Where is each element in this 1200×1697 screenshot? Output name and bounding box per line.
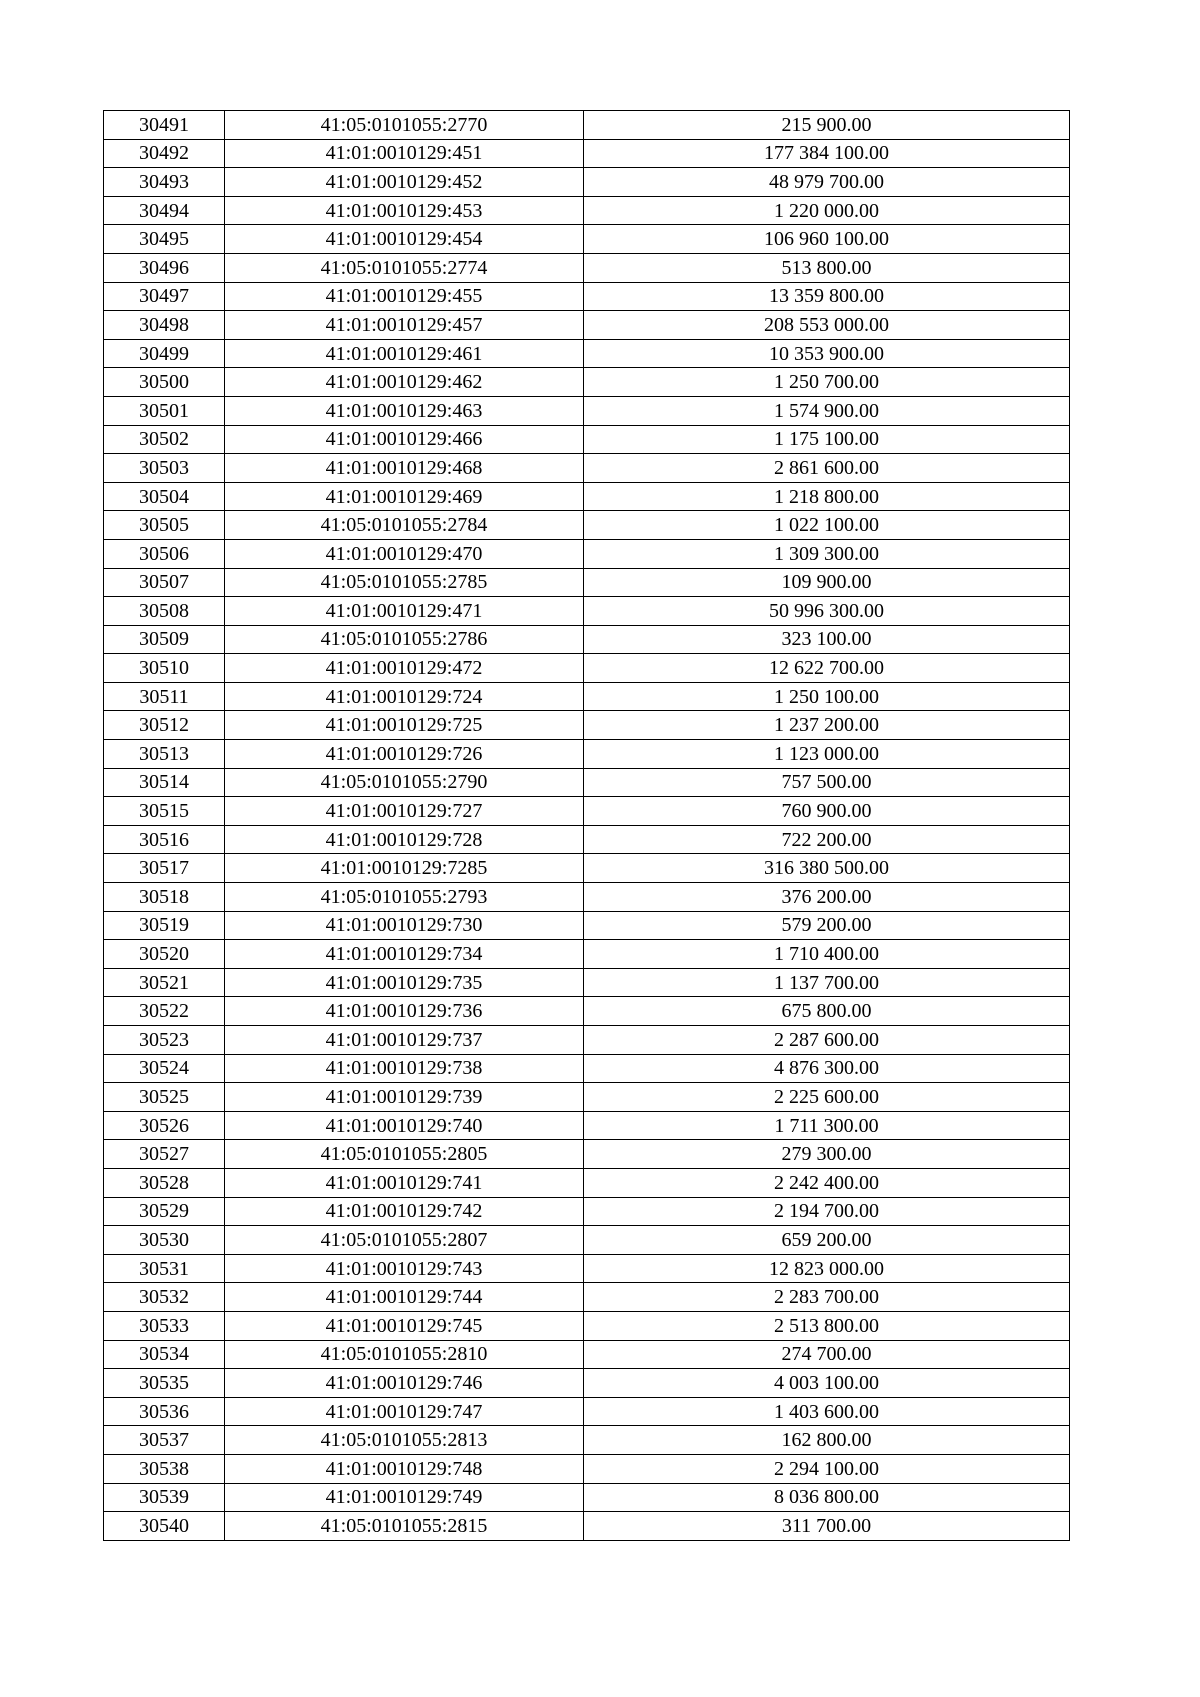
cadastral-number-cell: 41:01:0010129:740 [225,1111,584,1140]
table-row [104,654,1070,683]
row-number-cell: 30526 [104,1111,225,1140]
cadastral-value-cell: 1 218 800.00 [584,482,1070,511]
cadastral-value-cell: 12 622 700.00 [584,654,1070,683]
cadastral-number-cell: 41:01:0010129:470 [225,539,584,568]
table-body [104,111,1070,1541]
cadastral-value-cell: 2 861 600.00 [584,454,1070,483]
cadastral-value-cell: 323 100.00 [584,625,1070,654]
table-row [104,339,1070,368]
cadastral-number-cell: 41:01:0010129:730 [225,911,584,940]
cadastral-number-cell: 41:05:0101055:2807 [225,1226,584,1255]
cadastral-number-cell: 41:01:0010129:725 [225,711,584,740]
row-number-cell: 30540 [104,1512,225,1541]
cadastral-number-cell: 41:01:0010129:453 [225,196,584,225]
row-number-cell: 30520 [104,940,225,969]
table-row [104,311,1070,340]
table-row [104,168,1070,197]
table-row [104,1111,1070,1140]
cadastral-number-cell: 41:05:0101055:2793 [225,883,584,912]
table-row [104,597,1070,626]
cadastral-value-cell: 48 979 700.00 [584,168,1070,197]
row-number-cell: 30503 [104,454,225,483]
cadastral-number-cell: 41:01:0010129:727 [225,797,584,826]
cadastral-value-cell: 1 123 000.00 [584,740,1070,769]
cadastral-number-cell: 41:01:0010129:741 [225,1168,584,1197]
cadastral-value-cell: 1 710 400.00 [584,940,1070,969]
cadastral-value-cell: 106 960 100.00 [584,225,1070,254]
table-row [104,282,1070,311]
cadastral-number-cell: 41:01:0010129:749 [225,1483,584,1512]
cadastral-number-cell: 41:01:0010129:7285 [225,854,584,883]
row-number-cell: 30496 [104,253,225,282]
cadastral-number-cell: 41:01:0010129:748 [225,1454,584,1483]
table-row [104,1483,1070,1512]
table-row [104,1026,1070,1055]
table-row [104,539,1070,568]
cadastral-number-cell: 41:01:0010129:724 [225,682,584,711]
cadastral-value-cell: 274 700.00 [584,1340,1070,1369]
row-number-cell: 30529 [104,1197,225,1226]
row-number-cell: 30504 [104,482,225,511]
cadastral-value-cell: 675 800.00 [584,997,1070,1026]
table-row [104,940,1070,969]
row-number-cell: 30517 [104,854,225,883]
table-row [104,511,1070,540]
cadastral-value-cell: 1 250 100.00 [584,682,1070,711]
table-row [104,682,1070,711]
table-row [104,1311,1070,1340]
cadastral-number-cell: 41:05:0101055:2770 [225,111,584,140]
table-row [104,568,1070,597]
table-row [104,968,1070,997]
cadastral-value-cell: 513 800.00 [584,253,1070,282]
table-row [104,482,1070,511]
cadastral-value-cell: 208 553 000.00 [584,311,1070,340]
cadastral-number-cell: 41:01:0010129:738 [225,1054,584,1083]
table-row [104,625,1070,654]
cadastral-number-cell: 41:05:0101055:2805 [225,1140,584,1169]
cadastral-number-cell: 41:05:0101055:2810 [225,1340,584,1369]
table-row [104,1254,1070,1283]
row-number-cell: 30501 [104,396,225,425]
cadastral-value-cell: 2 242 400.00 [584,1168,1070,1197]
row-number-cell: 30533 [104,1311,225,1340]
row-number-cell: 30514 [104,768,225,797]
cadastral-value-cell: 50 996 300.00 [584,597,1070,626]
table-row [104,196,1070,225]
cadastral-value-cell: 659 200.00 [584,1226,1070,1255]
table-row [104,1397,1070,1426]
cadastral-value-cell: 4 876 300.00 [584,1054,1070,1083]
table-row [104,225,1070,254]
cadastral-number-cell: 41:01:0010129:747 [225,1397,584,1426]
table-row [104,997,1070,1026]
cadastral-value-cell: 1 711 300.00 [584,1111,1070,1140]
row-number-cell: 30528 [104,1168,225,1197]
table-row [104,1340,1070,1369]
row-number-cell: 30502 [104,425,225,454]
cadastral-value-cell: 1 250 700.00 [584,368,1070,397]
cadastral-number-cell: 41:01:0010129:452 [225,168,584,197]
row-number-cell: 30521 [104,968,225,997]
cadastral-value-cell: 10 353 900.00 [584,339,1070,368]
table-row [104,854,1070,883]
cadastral-number-cell: 41:01:0010129:746 [225,1369,584,1398]
table-row [104,425,1070,454]
cadastral-number-cell: 41:01:0010129:461 [225,339,584,368]
cadastral-value-cell: 376 200.00 [584,883,1070,912]
cadastral-number-cell: 41:01:0010129:728 [225,825,584,854]
row-number-cell: 30536 [104,1397,225,1426]
cadastral-value-cell: 2 225 600.00 [584,1083,1070,1112]
table-row [104,253,1070,282]
row-number-cell: 30495 [104,225,225,254]
row-number-cell: 30523 [104,1026,225,1055]
cadastral-number-cell: 41:01:0010129:455 [225,282,584,311]
table-row [104,1168,1070,1197]
row-number-cell: 30518 [104,883,225,912]
table-row [104,368,1070,397]
cadastral-number-cell: 41:01:0010129:736 [225,997,584,1026]
cadastral-number-cell: 41:01:0010129:734 [225,940,584,969]
row-number-cell: 30512 [104,711,225,740]
table-row [104,1226,1070,1255]
cadastral-number-cell: 41:05:0101055:2815 [225,1512,584,1541]
row-number-cell: 30530 [104,1226,225,1255]
cadastral-value-cell: 579 200.00 [584,911,1070,940]
cadastral-value-cell: 311 700.00 [584,1512,1070,1541]
cadastral-value-cell: 8 036 800.00 [584,1483,1070,1512]
cadastral-number-cell: 41:01:0010129:743 [225,1254,584,1283]
row-number-cell: 30525 [104,1083,225,1112]
table-row [104,1426,1070,1455]
row-number-cell: 30510 [104,654,225,683]
table-row [104,1283,1070,1312]
table-row [104,139,1070,168]
row-number-cell: 30516 [104,825,225,854]
table-row [104,711,1070,740]
cadastral-number-cell: 41:05:0101055:2790 [225,768,584,797]
row-number-cell: 30534 [104,1340,225,1369]
cadastral-value-cell: 2 194 700.00 [584,1197,1070,1226]
table-row [104,1369,1070,1398]
cadastral-value-cell: 177 384 100.00 [584,139,1070,168]
cadastral-value-cell: 13 359 800.00 [584,282,1070,311]
cadastral-value-cell: 4 003 100.00 [584,1369,1070,1398]
row-number-cell: 30508 [104,597,225,626]
row-number-cell: 30532 [104,1283,225,1312]
row-number-cell: 30507 [104,568,225,597]
table-row [104,825,1070,854]
cadastral-value-cell: 1 237 200.00 [584,711,1070,740]
row-number-cell: 30538 [104,1454,225,1483]
cadastral-number-cell: 41:01:0010129:735 [225,968,584,997]
cadastral-number-cell: 41:01:0010129:463 [225,396,584,425]
table-row [104,768,1070,797]
cadastral-value-cell: 1 309 300.00 [584,539,1070,568]
row-number-cell: 30498 [104,311,225,340]
cadastral-value-cell: 316 380 500.00 [584,854,1070,883]
cadastral-value-cell: 1 175 100.00 [584,425,1070,454]
row-number-cell: 30515 [104,797,225,826]
cadastral-value-table [103,110,1070,1541]
table-row [104,1054,1070,1083]
row-number-cell: 30524 [104,1054,225,1083]
cadastral-number-cell: 41:01:0010129:745 [225,1311,584,1340]
cadastral-value-cell: 1 574 900.00 [584,396,1070,425]
table-row [104,911,1070,940]
cadastral-number-cell: 41:01:0010129:462 [225,368,584,397]
table-row [104,454,1070,483]
row-number-cell: 30493 [104,168,225,197]
cadastral-number-cell: 41:01:0010129:744 [225,1283,584,1312]
row-number-cell: 30513 [104,740,225,769]
row-number-cell: 30511 [104,682,225,711]
cadastral-value-cell: 1 022 100.00 [584,511,1070,540]
cadastral-number-cell: 41:05:0101055:2786 [225,625,584,654]
cadastral-value-cell: 2 287 600.00 [584,1026,1070,1055]
cadastral-number-cell: 41:01:0010129:472 [225,654,584,683]
cadastral-number-cell: 41:01:0010129:737 [225,1026,584,1055]
row-number-cell: 30492 [104,139,225,168]
cadastral-number-cell: 41:05:0101055:2774 [225,253,584,282]
cadastral-number-cell: 41:01:0010129:468 [225,454,584,483]
cadastral-number-cell: 41:01:0010129:726 [225,740,584,769]
cadastral-value-cell: 1 220 000.00 [584,196,1070,225]
cadastral-value-cell: 2 513 800.00 [584,1311,1070,1340]
cadastral-value-cell: 722 200.00 [584,825,1070,854]
row-number-cell: 30505 [104,511,225,540]
table-row [104,740,1070,769]
table-row [104,883,1070,912]
cadastral-number-cell: 41:01:0010129:471 [225,597,584,626]
cadastral-number-cell: 41:01:0010129:469 [225,482,584,511]
cadastral-value-cell: 1 403 600.00 [584,1397,1070,1426]
row-number-cell: 30537 [104,1426,225,1455]
table-row [104,111,1070,140]
row-number-cell: 30539 [104,1483,225,1512]
cadastral-number-cell: 41:01:0010129:739 [225,1083,584,1112]
table-row [104,1454,1070,1483]
row-number-cell: 30531 [104,1254,225,1283]
row-number-cell: 30500 [104,368,225,397]
cadastral-value-cell: 2 294 100.00 [584,1454,1070,1483]
table-row [104,1197,1070,1226]
cadastral-value-cell: 109 900.00 [584,568,1070,597]
cadastral-number-cell: 41:05:0101055:2813 [225,1426,584,1455]
cadastral-number-cell: 41:05:0101055:2784 [225,511,584,540]
cadastral-value-cell: 760 900.00 [584,797,1070,826]
row-number-cell: 30519 [104,911,225,940]
row-number-cell: 30506 [104,539,225,568]
row-number-cell: 30527 [104,1140,225,1169]
row-number-cell: 30491 [104,111,225,140]
table-row [104,1512,1070,1541]
table-row [104,1083,1070,1112]
table-row [104,396,1070,425]
table-row [104,797,1070,826]
row-number-cell: 30535 [104,1369,225,1398]
cadastral-value-cell: 1 137 700.00 [584,968,1070,997]
cadastral-number-cell: 41:01:0010129:454 [225,225,584,254]
row-number-cell: 30509 [104,625,225,654]
cadastral-value-cell: 757 500.00 [584,768,1070,797]
cadastral-number-cell: 41:05:0101055:2785 [225,568,584,597]
cadastral-number-cell: 41:01:0010129:466 [225,425,584,454]
cadastral-number-cell: 41:01:0010129:457 [225,311,584,340]
cadastral-number-cell: 41:01:0010129:451 [225,139,584,168]
cadastral-value-cell: 279 300.00 [584,1140,1070,1169]
table-row [104,1140,1070,1169]
cadastral-value-cell: 12 823 000.00 [584,1254,1070,1283]
cadastral-value-cell: 215 900.00 [584,111,1070,140]
row-number-cell: 30522 [104,997,225,1026]
cadastral-number-cell: 41:01:0010129:742 [225,1197,584,1226]
row-number-cell: 30499 [104,339,225,368]
row-number-cell: 30494 [104,196,225,225]
row-number-cell: 30497 [104,282,225,311]
cadastral-value-cell: 162 800.00 [584,1426,1070,1455]
cadastral-value-cell: 2 283 700.00 [584,1283,1070,1312]
